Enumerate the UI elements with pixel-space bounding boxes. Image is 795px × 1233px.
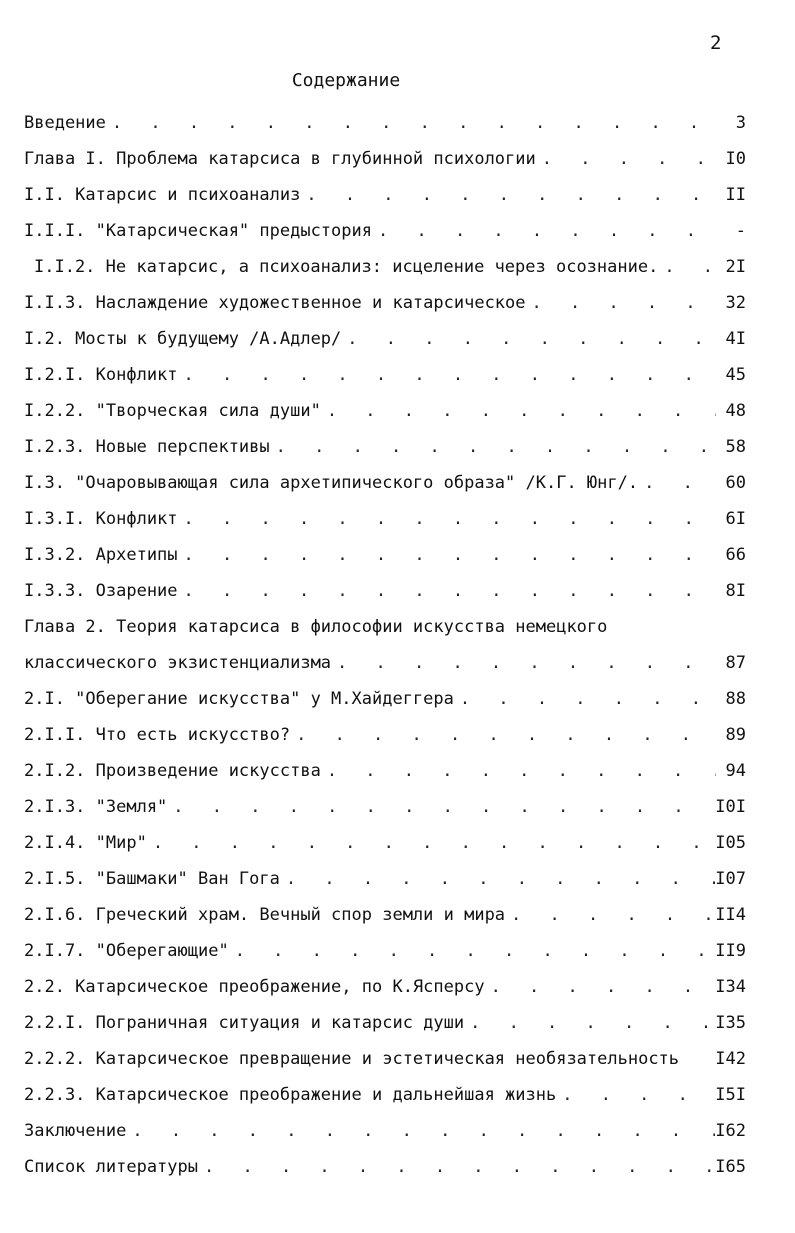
toc-entry: [24, 573, 746, 609]
toc-leader-dots: [562, 1085, 715, 1105]
toc-entry: [24, 429, 746, 465]
toc-entry: [24, 465, 746, 501]
toc-leader-dots: [296, 725, 716, 745]
toc-entry: [24, 645, 746, 681]
toc-entry-page: II: [725, 185, 746, 205]
toc-entry-page: I62: [715, 1121, 746, 1141]
toc-entry-title: I.3.I. Конфликт: [24, 509, 178, 529]
toc-entry: [24, 357, 746, 393]
toc-leader-dots: [286, 869, 715, 889]
toc-entry-page: 32: [725, 293, 746, 313]
toc-entry-page: I35: [715, 1013, 746, 1033]
toc-leader-dots: [184, 581, 716, 601]
toc-entry-title: Список литературы: [24, 1157, 198, 1177]
toc-leader-dots: [132, 1121, 715, 1141]
toc-entry: [24, 1077, 746, 1113]
toc-entry: [24, 105, 746, 141]
toc-entry: [24, 609, 746, 645]
page-number: 2: [710, 32, 722, 54]
toc-entry: [24, 753, 746, 789]
toc-entry-title: 2.I.2. Произведение искусства: [24, 761, 321, 781]
toc-entry-page: II9: [715, 941, 746, 961]
toc-entry-page: 89: [725, 725, 746, 745]
toc-entry: [24, 249, 746, 285]
toc-leader-dots: [153, 833, 715, 853]
toc-entry-page: 88: [725, 689, 746, 709]
toc-entry-title: 2.2.I. Пограничная ситуация и катарсис души: [24, 1013, 465, 1033]
toc-entry: [24, 141, 746, 177]
toc-entry: [24, 825, 746, 861]
toc-entry-title: I.3.3. Озарение: [24, 581, 178, 601]
toc-entry-page: 3: [735, 113, 746, 133]
toc-entry-title: I.I.2. Не катарсис, а психоанализ: исцеление через осознание.: [34, 257, 659, 277]
toc-entry: [24, 501, 746, 537]
toc-entry-title: Введение: [24, 113, 106, 133]
toc-leader-dots: [112, 113, 716, 133]
toc-entry-title: 2.I.3. "Земля": [24, 797, 168, 817]
toc-entry-title: Заключение: [24, 1121, 127, 1141]
toc-entry: [24, 537, 746, 573]
toc-entry: [24, 969, 746, 1005]
toc-leader-dots: [532, 293, 716, 313]
toc-entry-page: 58: [725, 437, 746, 457]
toc-leader-dots: [664, 257, 716, 277]
toc-leader-dots: [327, 401, 716, 421]
toc-title: Содержание: [291, 70, 401, 91]
toc-leader-dots: [491, 977, 716, 997]
toc-entry-page: 6I: [725, 509, 746, 529]
toc-leader-dots: [460, 689, 716, 709]
toc-leader-dots: [327, 761, 716, 781]
toc-entry-page: I34: [715, 977, 746, 997]
toc-entry-page: I0I: [715, 797, 746, 817]
toc-entry-title: I.2.I. Конфликт: [24, 365, 178, 385]
toc-entry-title: 2.I.I. Что есть искусство?: [24, 725, 291, 745]
toc-entry: [24, 897, 746, 933]
toc-entry-page: 60: [725, 473, 746, 493]
toc-entry: [24, 285, 746, 321]
toc-entry-title: классического экзистенциализма: [24, 653, 332, 673]
toc-entry: [24, 177, 746, 213]
table-of-contents: [24, 105, 746, 1185]
toc-entry-title: 2.2.3. Катарсическое преображение и дальнейшая жизнь: [24, 1085, 557, 1105]
toc-entry-page: 94: [725, 761, 746, 781]
toc-entry-page: I07: [715, 869, 746, 889]
toc-entry: [24, 861, 746, 897]
toc-entry: [24, 1005, 746, 1041]
toc-entry-page: 8I: [725, 581, 746, 601]
toc-entry-title: I.I.I. "Катарсическая" предыстория: [24, 221, 372, 241]
toc-entry-page: 48: [725, 401, 746, 421]
toc-leader-dots: [337, 653, 716, 673]
toc-entry-title: I.2. Мосты к будущему /А.Адлер/: [24, 329, 342, 349]
toc-entry: [24, 681, 746, 717]
toc-entry-title: 2.I.6. Греческий храм. Вечный спор земли и мира: [24, 905, 506, 925]
toc-leader-dots: [306, 185, 716, 205]
toc-entry: [24, 1113, 746, 1149]
toc-leader-dots: [542, 149, 716, 169]
toc-entry: [24, 717, 746, 753]
toc-leader-dots: [378, 221, 716, 241]
toc-entry-title: 2.2. Катарсическое преображение, по К.Ясперсу: [24, 977, 485, 997]
toc-entry-page: 4I: [725, 329, 746, 349]
toc-entry-page: I5I: [715, 1085, 746, 1105]
toc-leader-dots: [470, 1013, 715, 1033]
toc-entry-title: I.I. Катарсис и психоанализ: [24, 185, 301, 205]
toc-entry: [24, 393, 746, 429]
toc-entry: [24, 1041, 746, 1077]
toc-entry: [24, 1149, 746, 1185]
toc-entry-page: 87: [725, 653, 746, 673]
toc-entry-title: 2.I.5. "Башмаки" Ван Гога: [24, 869, 280, 889]
toc-leader-dots: [204, 1157, 715, 1177]
toc-entry-page: II4: [715, 905, 746, 925]
toc-entry-title: I.I.3. Наслаждение художественное и катарсическое: [24, 293, 526, 313]
toc-entry-title: 2.I.7. "Оберегающие": [24, 941, 229, 961]
toc-leader-dots: [511, 905, 715, 925]
toc-leader-dots: [184, 365, 716, 385]
toc-leader-dots: [173, 797, 715, 817]
toc-entry-title: I.2.2. "Творческая сила души": [24, 401, 321, 421]
toc-leader-dots: [276, 437, 716, 457]
toc-leader-dots: [184, 545, 716, 565]
toc-entry-page: 2I: [725, 257, 746, 277]
toc-entry-title: I.2.3. Новые перспективы: [24, 437, 270, 457]
toc-leader-dots: [184, 509, 716, 529]
toc-entry-title: 2.2.2. Катарсическое превращение и эстетическая необязательность: [24, 1049, 680, 1069]
toc-entry-page: 45: [725, 365, 746, 385]
toc-entry-page: I05: [715, 833, 746, 853]
toc-entry: [24, 789, 746, 825]
toc-entry-page: -: [735, 221, 746, 241]
toc-entry: [24, 213, 746, 249]
toc-entry-page: I65: [715, 1157, 746, 1177]
toc-entry-title: I.3. "Очаровывающая сила архетипического образа" /К.Г. Юнг/.: [24, 473, 639, 493]
toc-entry-page: I0: [725, 149, 746, 169]
toc-entry: [24, 933, 746, 969]
toc-leader-dots: [235, 941, 716, 961]
toc-entry: [24, 321, 746, 357]
toc-entry-title: Глава 2. Теория катарсиса в философии искусства немецкого: [24, 617, 608, 637]
toc-entry-page: I42: [715, 1049, 746, 1069]
toc-entry-title: Глава I. Проблема катарсиса в глубинной психологии: [24, 149, 536, 169]
toc-entry-title: 2.I.4. "Мир": [24, 833, 147, 853]
toc-entry-title: I.3.2. Архетипы: [24, 545, 178, 565]
toc-leader-dots: [347, 329, 716, 349]
toc-entry-page: 66: [725, 545, 746, 565]
toc-entry-title: 2.I. "Оберегание искусства" у М.Хайдеггера: [24, 689, 454, 709]
toc-leader-dots: [644, 473, 716, 493]
